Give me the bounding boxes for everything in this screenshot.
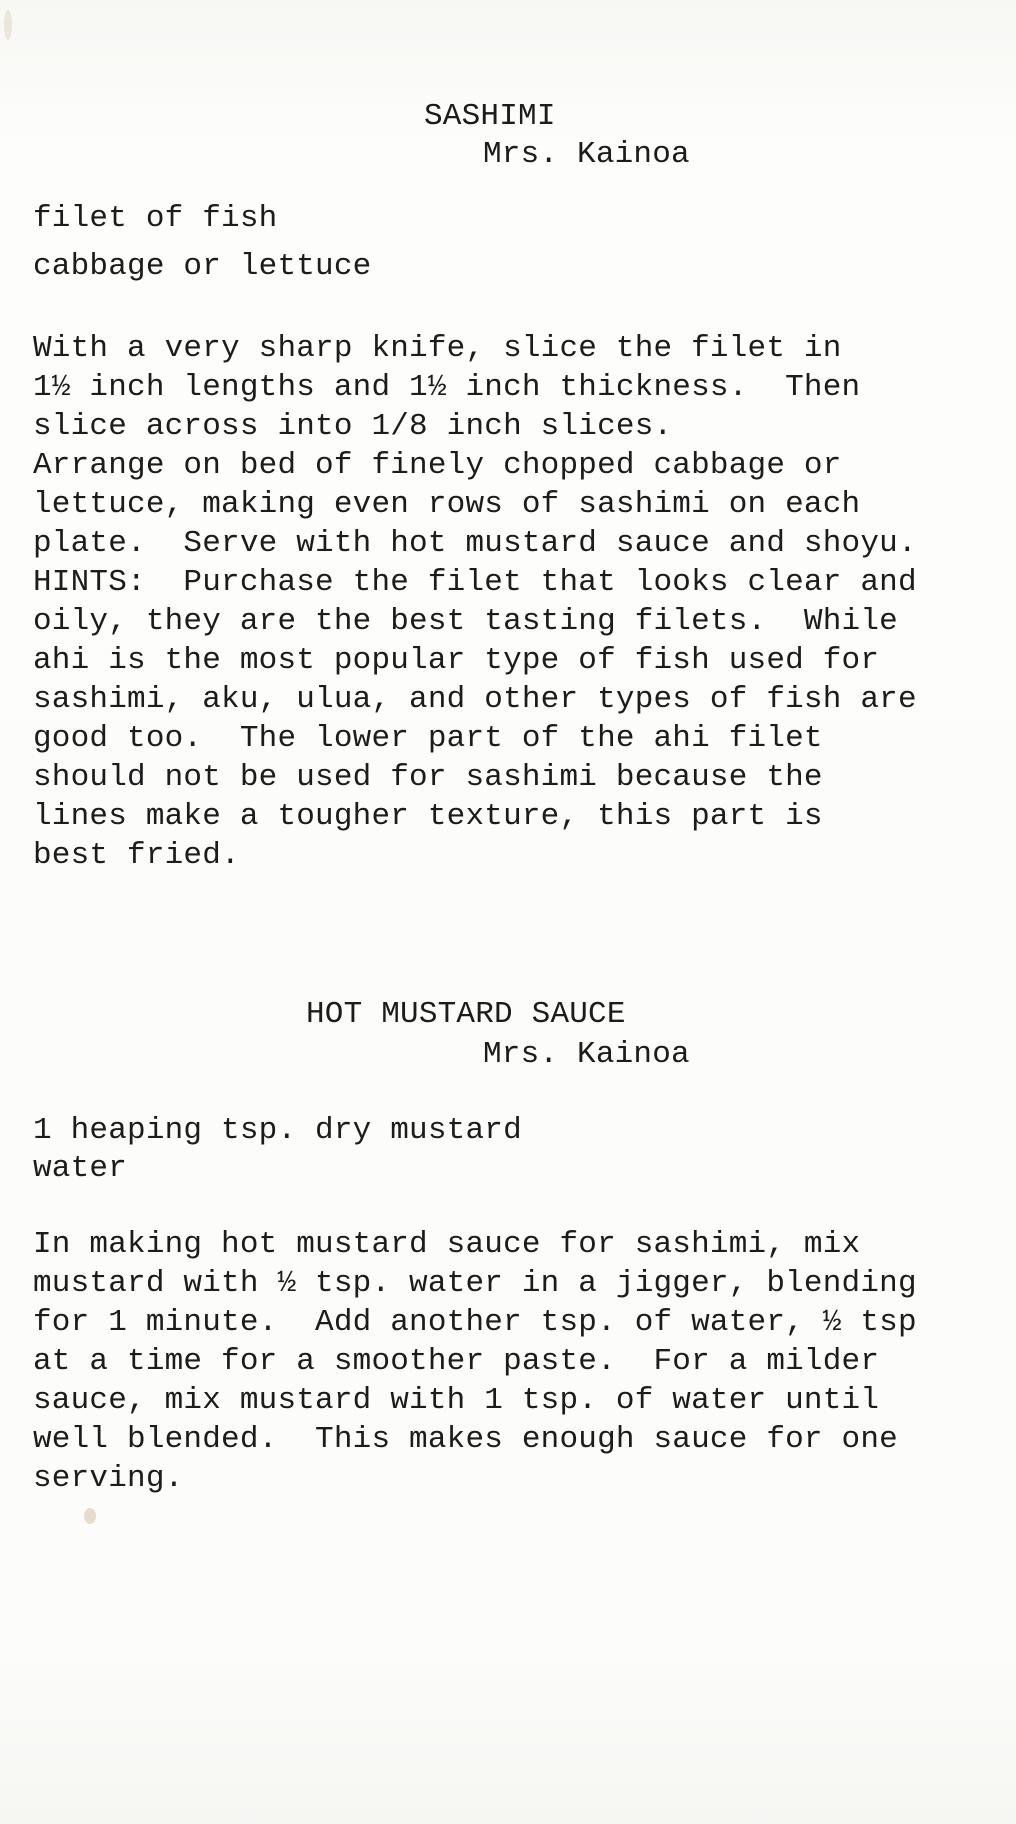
instruction-line: lettuce, making even rows of sashimi on each — [33, 487, 861, 522]
instruction-line: should not be used for sashimi because the — [33, 760, 823, 795]
instruction-line: Arrange on bed of finely chopped cabbage or — [33, 448, 842, 483]
instruction-line: slice across into 1/8 inch slices. — [33, 409, 673, 444]
ingredient-line: water — [33, 1151, 128, 1186]
ingredient-line: 1 heaping tsp. dry mustard — [33, 1113, 522, 1148]
instruction-line: good too. The lower part of the ahi filet — [33, 721, 823, 756]
instruction-line: In making hot mustard sauce for sashimi, mix — [33, 1227, 861, 1262]
ingredient-line: cabbage or lettuce — [33, 249, 372, 284]
instruction-line: at a time for a smoother paste. For a milder — [33, 1344, 880, 1379]
instruction-line: sashimi, aku, ulua, and other types of fish are — [33, 682, 917, 717]
ingredient-line: filet of fish — [33, 201, 278, 236]
instruction-line: plate. Serve with hot mustard sauce and shoyu. — [33, 526, 917, 561]
instruction-line: best fried. — [33, 838, 240, 873]
recipe-title: HOT MUSTARD SAUCE — [306, 997, 626, 1032]
instruction-line: mustard with ½ tsp. water in a jigger, blending — [33, 1266, 917, 1301]
instruction-line: well blended. This makes enough sauce for one — [33, 1422, 898, 1457]
instruction-line: HINTS: Purchase the filet that looks clear and — [33, 565, 917, 600]
instruction-line: sauce, mix mustard with 1 tsp. of water until — [33, 1383, 880, 1418]
recipe-title: SASHIMI — [424, 99, 556, 134]
instruction-line: ahi is the most popular type of fish used for — [33, 643, 880, 678]
instruction-line: With a very sharp knife, slice the filet in — [33, 331, 842, 366]
paper-stain — [4, 10, 12, 40]
recipe-author: Mrs. Kainoa — [483, 1037, 690, 1072]
recipe-author: Mrs. Kainoa — [483, 137, 690, 172]
instruction-line: 1½ inch lengths and 1½ inch thickness. Then — [33, 370, 861, 405]
instruction-line: oily, they are the best tasting filets. While — [33, 604, 898, 639]
instruction-line: for 1 minute. Add another tsp. of water, ½ tsp — [33, 1305, 917, 1340]
instruction-line: serving. — [33, 1461, 184, 1496]
paper-stain — [84, 1508, 96, 1524]
instruction-line: lines make a tougher texture, this part is — [33, 799, 823, 834]
